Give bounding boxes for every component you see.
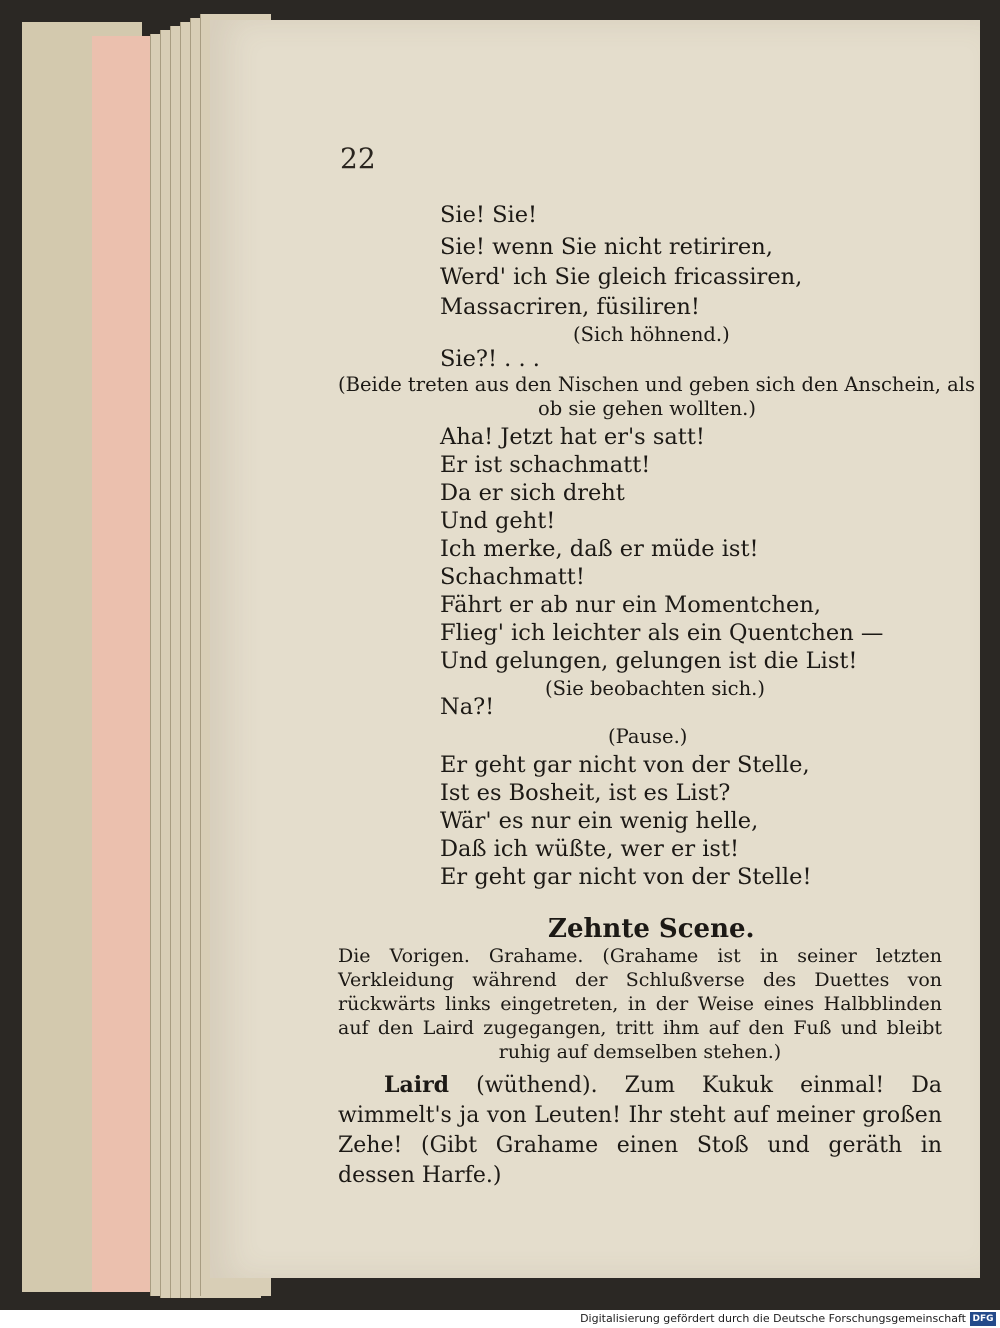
song-line: Er geht gar nicht von der Stelle, [440, 752, 810, 778]
stage-direction: ob sie gehen wollten.) [538, 397, 756, 420]
page-number: 22 [340, 142, 376, 175]
stage-direction: (Beide treten aus den Nischen und geben sich den Anschein, als [338, 373, 976, 396]
song-line: Schachmatt! [440, 564, 585, 590]
song-line: Massacriren, füsiliren! [440, 294, 700, 320]
song-line: Wär' es nur ein wenig helle, [440, 808, 759, 834]
song-line: Er geht gar nicht von der Stelle! [440, 864, 812, 890]
song-line: Na?! [440, 694, 495, 720]
song-line: Ich merke, daß er müde ist! [440, 536, 759, 562]
song-line: Daß ich wüßte, wer er ist! [440, 836, 740, 862]
song-line: Aha! Jetzt hat er's satt! [440, 424, 705, 450]
song-line: Sie?! . . . [440, 346, 540, 372]
song-line: Und geht! [440, 508, 556, 534]
song-line: Da er sich dreht [440, 480, 625, 506]
song-line: Sie! wenn Sie nicht retiriren, [440, 234, 773, 260]
song-line: Ist es Bosheit, ist es List? [440, 780, 731, 806]
dfg-logo-icon: DFG [970, 1312, 996, 1326]
scene-heading: Zehnte Scene. [548, 914, 755, 944]
stage-direction: (Sich höhnend.) [573, 323, 730, 346]
song-line: Flieg' ich leichter als ein Quentchen — [440, 620, 884, 646]
song-line: Und gelungen, gelungen ist die List! [440, 648, 858, 674]
funding-credit: Digitalisierung gefördert durch die Deutsche Forschungsgemeinschaft [580, 1312, 966, 1325]
speaker-name: Laird [384, 1072, 450, 1098]
song-line: Er ist schachmatt! [440, 452, 651, 478]
song-line: Werd' ich Sie gleich fricassiren, [440, 264, 803, 290]
song-line: Sie! Sie! [440, 202, 538, 228]
stage-direction: (Pause.) [608, 725, 688, 748]
stage-direction: (Sie beobachten sich.) [545, 677, 765, 700]
song-line: Fährt er ab nur ein Momentchen, [440, 592, 821, 618]
dialogue-block [338, 1070, 942, 1191]
scene-stage-direction: Die Vorigen. Grahame. (Grahame ist in seiner letzten Verkleidung während der Schlußverse des Duettes von rückwärts links eingetreten, in der Weise eines Halbblinden auf den Laird zugegangen, tritt ihm auf den Fuß und bleibt ruhig auf demselben stehen.) [338, 945, 942, 1063]
speech-text: (wüthend). Zum Kukuk einmal! Da wimmelt's ja von Leuten! Ihr steht auf meiner großen Zehe! (Gibt Grahame einen Stoß und geräth in dessen Harfe.) [338, 1073, 942, 1188]
